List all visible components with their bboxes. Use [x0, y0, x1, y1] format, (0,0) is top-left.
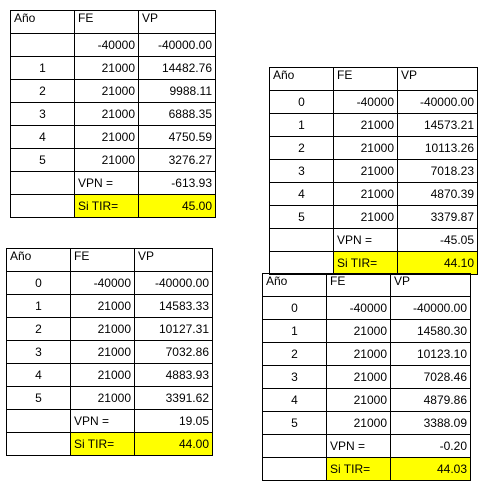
table-row — [11, 57, 216, 80]
fe-header: FE — [71, 249, 135, 272]
year-cell: 4 — [11, 126, 75, 149]
irr-table-2 — [269, 67, 478, 275]
tir-label: Si TIR= — [71, 433, 135, 456]
irr-table-3 — [6, 248, 213, 456]
tir-row — [270, 252, 478, 275]
table-row — [263, 320, 471, 343]
year-cell: 0 — [7, 272, 71, 295]
empty-cell — [7, 433, 71, 456]
vpn-label: VPN = — [71, 410, 135, 433]
fe-cell: 21000 — [71, 387, 135, 410]
fe-cell: 21000 — [334, 160, 398, 183]
fe-cell: 21000 — [327, 389, 391, 412]
vp-header: VP — [135, 249, 213, 272]
vp-cell: 3391.62 — [135, 387, 213, 410]
table-row — [7, 318, 213, 341]
year-header: Año — [7, 249, 71, 272]
table-row — [270, 206, 478, 229]
fe-cell: -40000 — [327, 297, 391, 320]
vp-cell: 14583.33 — [135, 295, 213, 318]
empty-cell — [270, 229, 334, 252]
vpn-value: -0.20 — [391, 435, 471, 458]
fe-header: FE — [327, 274, 391, 297]
vp-header: VP — [391, 274, 471, 297]
header-row — [263, 274, 471, 297]
vp-cell: 3276.27 — [139, 149, 216, 172]
tir-value: 44.03 — [391, 458, 471, 481]
fe-cell: -40000 — [334, 91, 398, 114]
tir-row — [7, 433, 213, 456]
year-cell: 3 — [11, 103, 75, 126]
tir-label: Si TIR= — [327, 458, 391, 481]
table-row — [263, 297, 471, 320]
vp-cell: 6888.35 — [139, 103, 216, 126]
tir-value: 45.00 — [139, 195, 216, 218]
fe-header: FE — [334, 68, 398, 91]
fe-cell: 21000 — [71, 295, 135, 318]
year-cell: 3 — [263, 366, 327, 389]
empty-cell — [263, 458, 327, 481]
year-cell: 3 — [7, 341, 71, 364]
fe-header: FE — [75, 11, 139, 34]
vp-cell: -40000.00 — [139, 34, 216, 57]
vp-cell: 10113.26 — [398, 137, 478, 160]
table-row — [11, 149, 216, 172]
table-row — [11, 80, 216, 103]
table-row — [7, 295, 213, 318]
irr-table-4 — [262, 273, 471, 481]
fe-cell: 21000 — [334, 114, 398, 137]
vp-cell: 4750.59 — [139, 126, 216, 149]
year-cell: 4 — [270, 183, 334, 206]
vpn-row — [263, 435, 471, 458]
fe-cell: 21000 — [71, 341, 135, 364]
fe-cell: 21000 — [327, 412, 391, 435]
fe-cell: 21000 — [71, 364, 135, 387]
table-row — [11, 103, 216, 126]
year-cell: 2 — [263, 343, 327, 366]
year-header: Año — [11, 11, 75, 34]
empty-cell — [7, 410, 71, 433]
tir-row — [11, 195, 216, 218]
vp-cell: -40000.00 — [391, 297, 471, 320]
table-row — [270, 114, 478, 137]
vp-cell: 7032.86 — [135, 341, 213, 364]
year-cell: 0 — [263, 297, 327, 320]
empty-cell — [11, 195, 75, 218]
fe-cell: 21000 — [75, 80, 139, 103]
header-row — [11, 11, 216, 34]
vp-header: VP — [139, 11, 216, 34]
year-cell: 1 — [270, 114, 334, 137]
fe-cell: 21000 — [334, 206, 398, 229]
table-row — [263, 412, 471, 435]
table-row — [7, 341, 213, 364]
year-cell: 5 — [11, 149, 75, 172]
vpn-label: VPN = — [75, 172, 139, 195]
vp-cell: 7028.46 — [391, 366, 471, 389]
vpn-row — [270, 229, 478, 252]
year-cell: 0 — [270, 91, 334, 114]
year-cell: 2 — [11, 80, 75, 103]
empty-cell — [263, 435, 327, 458]
table-row — [7, 387, 213, 410]
vp-header: VP — [398, 68, 478, 91]
vp-cell: 4879.86 — [391, 389, 471, 412]
year-cell: 4 — [263, 389, 327, 412]
fe-cell: 21000 — [327, 343, 391, 366]
header-row — [7, 249, 213, 272]
vp-cell: 3388.09 — [391, 412, 471, 435]
tir-value: 44.10 — [398, 252, 478, 275]
fe-cell: 21000 — [75, 57, 139, 80]
year-cell: 5 — [263, 412, 327, 435]
empty-cell — [270, 252, 334, 275]
vpn-value: -613.93 — [139, 172, 216, 195]
year-cell: 1 — [263, 320, 327, 343]
vp-cell: 9988.11 — [139, 80, 216, 103]
fe-cell: 21000 — [75, 149, 139, 172]
fe-cell: 21000 — [334, 183, 398, 206]
vp-cell: 14580.30 — [391, 320, 471, 343]
vp-cell: 4883.93 — [135, 364, 213, 387]
vpn-label: VPN = — [327, 435, 391, 458]
year-cell: 2 — [7, 318, 71, 341]
fe-cell: 21000 — [334, 137, 398, 160]
fe-cell: 21000 — [327, 320, 391, 343]
vpn-row — [11, 172, 216, 195]
fe-cell: -40000 — [75, 34, 139, 57]
table-row — [263, 366, 471, 389]
year-cell — [11, 34, 75, 57]
table-row — [270, 183, 478, 206]
vpn-value: 19.05 — [135, 410, 213, 433]
year-cell: 2 — [270, 137, 334, 160]
table-row — [11, 34, 216, 57]
vp-cell: 14482.76 — [139, 57, 216, 80]
vp-cell: -40000.00 — [398, 91, 478, 114]
fe-cell: 21000 — [75, 103, 139, 126]
table-row — [11, 126, 216, 149]
year-cell: 1 — [7, 295, 71, 318]
vpn-row — [7, 410, 213, 433]
tir-row — [263, 458, 471, 481]
year-cell: 5 — [270, 206, 334, 229]
header-row — [270, 68, 478, 91]
vp-cell: 7018.23 — [398, 160, 478, 183]
vpn-label: VPN = — [334, 229, 398, 252]
year-header: Año — [263, 274, 327, 297]
vp-cell: 3379.87 — [398, 206, 478, 229]
fe-cell: 21000 — [327, 366, 391, 389]
vp-cell: 4870.39 — [398, 183, 478, 206]
vp-cell: 10127.31 — [135, 318, 213, 341]
table-row — [270, 160, 478, 183]
table-row — [7, 364, 213, 387]
year-cell: 5 — [7, 387, 71, 410]
year-header: Año — [270, 68, 334, 91]
irr-table-1 — [10, 10, 216, 218]
vp-cell: 10123.10 — [391, 343, 471, 366]
vp-cell: 14573.21 — [398, 114, 478, 137]
table-row — [270, 137, 478, 160]
vp-cell: -40000.00 — [135, 272, 213, 295]
year-cell: 4 — [7, 364, 71, 387]
vpn-value: -45.05 — [398, 229, 478, 252]
year-cell: 1 — [11, 57, 75, 80]
table-row — [270, 91, 478, 114]
fe-cell: 21000 — [71, 318, 135, 341]
fe-cell: 21000 — [75, 126, 139, 149]
tir-label: Si TIR= — [334, 252, 398, 275]
table-row — [7, 272, 213, 295]
year-cell: 3 — [270, 160, 334, 183]
tir-value: 44.00 — [135, 433, 213, 456]
table-row — [263, 389, 471, 412]
tir-label: Si TIR= — [75, 195, 139, 218]
table-row — [263, 343, 471, 366]
empty-cell — [11, 172, 75, 195]
fe-cell: -40000 — [71, 272, 135, 295]
